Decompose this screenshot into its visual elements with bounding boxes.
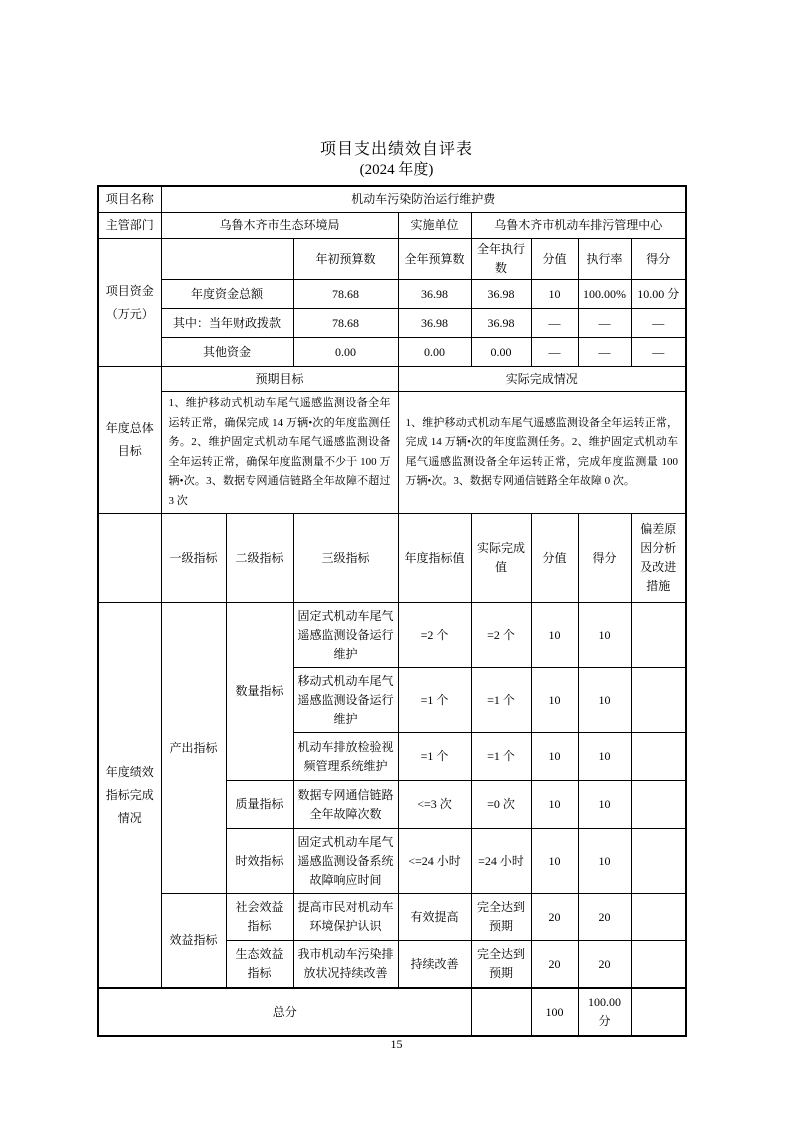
total-label: 总分: [98, 988, 471, 1036]
indicator-score: 10: [531, 668, 578, 733]
indicator-score: 20: [531, 894, 578, 941]
funding-header-annual-budget: 全年预算数: [398, 239, 471, 280]
funding-rate-value: —: [578, 338, 631, 367]
level2-eco-benefit-indicator: 生态效益指标: [226, 941, 293, 989]
table-row: [98, 514, 686, 603]
page-subtitle: (2024 年度): [359, 162, 434, 178]
indicator-header-deviation: 偏差原因分析及改进措施: [631, 514, 686, 603]
funding-annual-value: 36.98: [398, 280, 471, 309]
funding-header-score: 分值: [531, 239, 578, 280]
funding-row-label: 其中：当年财政拨款: [161, 309, 293, 338]
funding-annual-value: 0.00: [398, 338, 471, 367]
level2-social-benefit-indicator: 社会效益指标: [226, 894, 293, 941]
goal-expected-header: 预期目标: [161, 367, 398, 392]
funding-points-value: 10.00 分: [631, 280, 686, 309]
indicator-deviation-cell: [631, 668, 686, 733]
funding-executed-value: 36.98: [471, 309, 531, 338]
indicator-points: 10: [578, 603, 631, 668]
indicator-target: =1 个: [398, 668, 471, 733]
indicator-deviation-cell: [631, 603, 686, 668]
indicator-name: 移动式机动车尾气遥感监测设备运行维护: [293, 668, 398, 733]
indicator-target: <=24 小时: [398, 829, 471, 894]
indicator-deviation-cell: [631, 733, 686, 781]
funding-score-value: —: [531, 309, 578, 338]
indicator-points: 20: [578, 894, 631, 941]
table-row: [98, 338, 686, 367]
indicator-name: 我市机动车污染排放状况持续改善: [293, 941, 398, 989]
funding-initial-value: 0.00: [293, 338, 398, 367]
level1-benefit-indicator: 效益指标: [161, 894, 226, 989]
funding-header-points: 得分: [631, 239, 686, 280]
impl-unit-value: 乌鲁木齐市机动车排污管理中心: [471, 213, 686, 239]
indicator-header-level1: 一级指标: [161, 514, 226, 603]
indicator-points: 10: [578, 668, 631, 733]
funding-points-value: —: [631, 309, 686, 338]
table-row: [98, 309, 686, 338]
table-row: [98, 213, 686, 239]
indicator-score: 10: [531, 733, 578, 781]
page-number: 15: [390, 1037, 403, 1051]
funding-score-value: —: [531, 338, 578, 367]
funding-executed-value: 0.00: [471, 338, 531, 367]
goal-expected-text: 1、维护移动式机动车尾气遥感监测设备全年运转正常，确保完成 14 万辆•次的年度监测任务。2、维护固定式机动车尾气遥感监测设备全年运转正常，确保年度监测量不少于 100 万辆•次。3、数据专网通信链路全年故障不超过 3 次: [161, 392, 398, 514]
project-name-label: 项目名称: [98, 186, 161, 213]
indicator-points: 20: [578, 941, 631, 989]
goal-section-label: 年度总体目标: [98, 367, 161, 514]
funding-executed-value: 36.98: [471, 280, 531, 309]
indicator-name: 固定式机动车尾气遥感监测设备系统故障响应时间: [293, 829, 398, 894]
indicator-name: 提高市民对机动车环境保护认识: [293, 894, 398, 941]
indicator-header-target: 年度指标值: [398, 514, 471, 603]
indicator-header-level2: 二级指标: [226, 514, 293, 603]
funding-row-label: 年度资金总额: [161, 280, 293, 309]
table-row: [98, 367, 686, 392]
indicator-header-score: 分值: [531, 514, 578, 603]
indicator-score: 10: [531, 781, 578, 829]
self-evaluation-table: [97, 185, 687, 1037]
funding-annual-value: 36.98: [398, 309, 471, 338]
indicator-deviation-cell: [631, 941, 686, 989]
funding-header-initial-budget: 年初预算数: [293, 239, 398, 280]
indicator-deviation-cell: [631, 829, 686, 894]
total-deviation-cell: [631, 988, 686, 1036]
indicator-score: 10: [531, 829, 578, 894]
indicator-points: 10: [578, 781, 631, 829]
indicator-actual: =24 小时: [471, 829, 531, 894]
indicator-actual: =0 次: [471, 781, 531, 829]
funding-header-execution-rate: 执行率: [578, 239, 631, 280]
indicator-actual: 完全达到预期: [471, 941, 531, 989]
indicator-target: <=3 次: [398, 781, 471, 829]
indicator-target: =1 个: [398, 733, 471, 781]
funding-row-label: 其他资金: [161, 338, 293, 367]
indicator-actual: =1 个: [471, 733, 531, 781]
indicator-name: 机动车排放检验视频管理系统维护: [293, 733, 398, 781]
indicator-corner-empty-cell: [98, 514, 161, 603]
table-row: [98, 392, 686, 514]
indicator-target: 有效提高: [398, 894, 471, 941]
funding-header-annual-execution: 全年执行数: [471, 239, 531, 280]
table-row: [98, 988, 686, 1036]
table-row: [98, 603, 686, 668]
funding-section-label: 项目资金（万元）: [98, 239, 161, 367]
funding-empty-header-cell: [161, 239, 293, 280]
total-score: 100: [531, 988, 578, 1036]
impl-unit-label: 实施单位: [398, 213, 471, 239]
dept-value: 乌鲁木齐市生态环境局: [161, 213, 398, 239]
total-points: 100.00 分: [578, 988, 631, 1036]
indicator-name: 数据专网通信链路全年故障次数: [293, 781, 398, 829]
document-title-block: [0, 139, 793, 181]
funding-rate-value: —: [578, 309, 631, 338]
indicator-actual: =2 个: [471, 603, 531, 668]
goal-actual-text: 1、维护移动式机动车尾气遥感监测设备全年运转正常，完成 14 万辆•次的年度监测任务。2、维护固定式机动车尾气遥感监测设备全年运转正常，完成年度监测量 100 万辆•次。3、数据专网通信链路全年故障 0 次。: [398, 392, 686, 514]
indicator-target: 持续改善: [398, 941, 471, 989]
table-row: [98, 894, 686, 941]
indicator-points: 10: [578, 733, 631, 781]
indicator-deviation-cell: [631, 894, 686, 941]
indicator-deviation-cell: [631, 781, 686, 829]
indicator-header-level3: 三级指标: [293, 514, 398, 603]
indicator-target: =2 个: [398, 603, 471, 668]
level2-timeliness-indicator: 时效指标: [226, 829, 293, 894]
indicator-points: 10: [578, 829, 631, 894]
level2-quality-indicator: 质量指标: [226, 781, 293, 829]
indicator-name: 固定式机动车尾气遥感监测设备运行维护: [293, 603, 398, 668]
funding-rate-value: 100.00%: [578, 280, 631, 309]
indicator-section-label: 年度绩效指标完成情况: [98, 603, 161, 989]
funding-initial-value: 78.68: [293, 280, 398, 309]
funding-initial-value: 78.68: [293, 309, 398, 338]
table-row: [98, 186, 686, 213]
table-row: [98, 239, 686, 280]
indicator-score: 10: [531, 603, 578, 668]
indicator-header-actual: 实际完成值: [471, 514, 531, 603]
total-empty-cell: [471, 988, 531, 1036]
funding-score-value: 10: [531, 280, 578, 309]
indicator-actual: 完全达到预期: [471, 894, 531, 941]
project-name-value: 机动车污染防治运行维护费: [161, 186, 686, 213]
funding-points-value: —: [631, 338, 686, 367]
page-title: 项目支出绩效自评表: [319, 141, 473, 158]
level1-output-indicator: 产出指标: [161, 603, 226, 894]
level2-quantity-indicator: 数量指标: [226, 603, 293, 781]
dept-label: 主管部门: [98, 213, 161, 239]
goal-actual-header: 实际完成情况: [398, 367, 686, 392]
indicator-score: 20: [531, 941, 578, 989]
indicator-actual: =1 个: [471, 668, 531, 733]
indicator-header-points: 得分: [578, 514, 631, 603]
table-row: [98, 280, 686, 309]
